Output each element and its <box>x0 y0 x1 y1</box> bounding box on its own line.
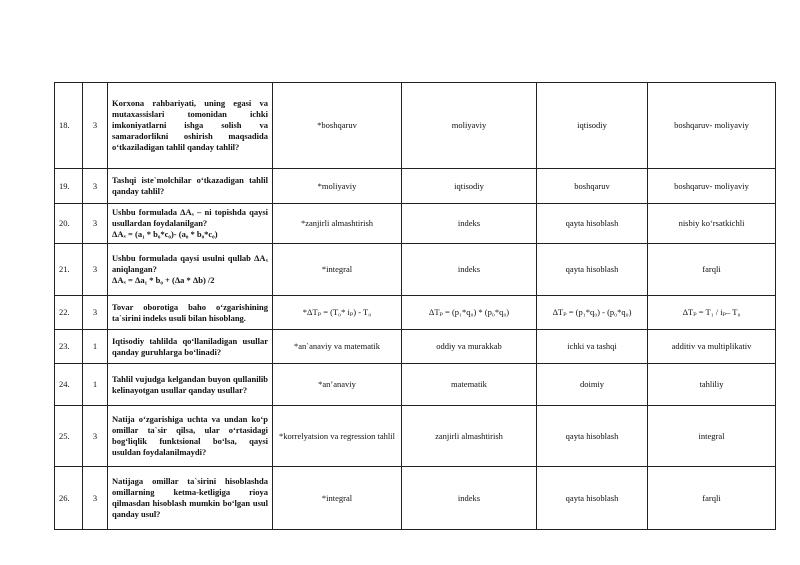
table-row <box>55 296 776 330</box>
question-score: 3 <box>83 296 108 330</box>
answer-option-4: farqli <box>648 467 776 530</box>
question-number: 22. <box>55 296 83 330</box>
answer-option-2: moliyaviy <box>402 83 537 169</box>
question-score: 3 <box>83 244 108 296</box>
question-number: 23. <box>55 330 83 364</box>
correct-answer-option: *ΔTₚ = (T₀* iₚ) - T₀ <box>273 296 402 330</box>
answer-option-4: farqli <box>648 244 776 296</box>
question-text <box>108 330 273 364</box>
table-row <box>55 244 776 296</box>
questions-table <box>54 82 776 530</box>
question-line: ΔAₓ = (a₁ * b₀*c₀)- (a₀ * b₀*c₀) <box>112 229 218 239</box>
question-score: 3 <box>83 169 108 204</box>
answer-option-4: tahliliy <box>648 364 776 406</box>
answer-option-3: qayta hisoblash <box>537 204 648 244</box>
question-line: Tashqi iste`molchilar o‘tkazadigan tahlil qanday tahlil? <box>112 175 268 196</box>
answer-option-3: qayta hisoblash <box>537 467 648 530</box>
question-line: Ushbu formulada ΔAₓ – ni topishda qaysi usullardan foydalanilgan? <box>112 207 268 228</box>
correct-answer-option: *moliyaviy <box>273 169 402 204</box>
question-line: Natijaga omillar ta`sirini hisoblashda omillarning ketma-ketligiga rioya qilmasdan hisoblash mumkin bo‘lgan usul qanday usul? <box>112 476 268 519</box>
answer-option-2: indeks <box>402 244 537 296</box>
answer-option-3: qayta hisoblash <box>537 244 648 296</box>
question-number: 25. <box>55 406 83 467</box>
question-line: Natija o‘zgarishiga uchta va undan ko‘p omillar ta`sir qilsa, ular o‘rtasidagi bog‘liqlik funktsional bo‘lsa, qaysi usuldan foydalanilmaydi? <box>112 414 268 457</box>
correct-answer-option: *zanjirli almashtirish <box>273 204 402 244</box>
question-score: 3 <box>83 467 108 530</box>
questions-table-body <box>55 83 776 530</box>
answer-option-4: nisbiy ko‘rsatkichli <box>648 204 776 244</box>
question-line: Iqtisodiy tahlilda qo‘llaniladigan usullar qanday guruhlarga bo‘linadi? <box>112 335 268 357</box>
question-number: 21. <box>55 244 83 296</box>
question-line: ΔAₓ = Δa₁ * b₀ + (Δa * Δb) /2 <box>112 275 215 285</box>
table-row <box>55 364 776 406</box>
question-score: 1 <box>83 364 108 406</box>
question-score: 3 <box>83 204 108 244</box>
answer-option-4: integral <box>648 406 776 467</box>
question-text <box>108 364 273 406</box>
question-line: Ushbu formulada qaysi usulni qullab ΔAₓ aniqlangan? <box>112 253 268 274</box>
answer-option-2: oddiy va murakkab <box>402 330 537 364</box>
correct-answer-option: *an`anaviy va matematik <box>273 330 402 364</box>
answer-option-3: ΔTₚ = (p₁*q₀) - (p₀*q₀) <box>537 296 648 330</box>
question-number: 26. <box>55 467 83 530</box>
question-text <box>108 169 273 204</box>
answer-option-3: ichki va tashqi <box>537 330 648 364</box>
answer-option-3: doimiy <box>537 364 648 406</box>
answer-option-2: zanjirli almashtirish <box>402 406 537 467</box>
table-row <box>55 169 776 204</box>
question-text <box>108 204 273 244</box>
table-row <box>55 406 776 467</box>
question-line: Korxona rahbariyati, uning egasi va mutaxassislari tomonidan ichki imkoniyatlarni ishga solish va samaradorlikni oshirish maqsadida o‘tkaziladigan tahlil qanday tahlil? <box>112 98 268 152</box>
question-number: 18. <box>55 83 83 169</box>
answer-option-3: qayta hisoblash <box>537 406 648 467</box>
question-text <box>108 296 273 330</box>
answer-option-2: indeks <box>402 467 537 530</box>
answer-option-2: ΔTₚ = (p₁*q₀) * (p₀*q₀) <box>402 296 537 330</box>
answer-option-2: matematik <box>402 364 537 406</box>
correct-answer-option: *integral <box>273 244 402 296</box>
answer-option-3: iqtisodiy <box>537 83 648 169</box>
answer-option-4: ΔTₚ = T₁ / iₚ– T₀ <box>648 296 776 330</box>
answer-option-4: additiv va multiplikativ <box>648 330 776 364</box>
question-line: Tovar oborotiga baho o‘zgarishining ta`sirini indeks usuli bilan hisoblang. <box>112 301 268 323</box>
table-row <box>55 467 776 530</box>
answer-option-2: iqtisodiy <box>402 169 537 204</box>
table-row <box>55 330 776 364</box>
question-text <box>108 244 273 296</box>
table-row <box>55 204 776 244</box>
question-text <box>108 83 273 169</box>
question-number: 20. <box>55 204 83 244</box>
answer-option-4: boshqaruv- moliyaviy <box>648 83 776 169</box>
correct-answer-option: *an’anaviy <box>273 364 402 406</box>
correct-answer-option: *korrelyatsion va regression tahlil <box>273 406 402 467</box>
question-text <box>108 406 273 467</box>
correct-answer-option: *boshqaruv <box>273 83 402 169</box>
question-score: 3 <box>83 83 108 169</box>
answer-option-4: boshqaruv- moliyaviy <box>648 169 776 204</box>
question-text <box>108 467 273 530</box>
question-number: 24. <box>55 364 83 406</box>
question-score: 1 <box>83 330 108 364</box>
correct-answer-option: *integral <box>273 467 402 530</box>
answer-option-2: indeks <box>402 204 537 244</box>
table-row <box>55 83 776 169</box>
question-number: 19. <box>55 169 83 204</box>
question-score: 3 <box>83 406 108 467</box>
answer-option-3: boshqaruv <box>537 169 648 204</box>
question-line: Tahlil vujudga kelgandan buyon qullanilib kelinayotgan usullar qanday usullar? <box>112 373 268 395</box>
